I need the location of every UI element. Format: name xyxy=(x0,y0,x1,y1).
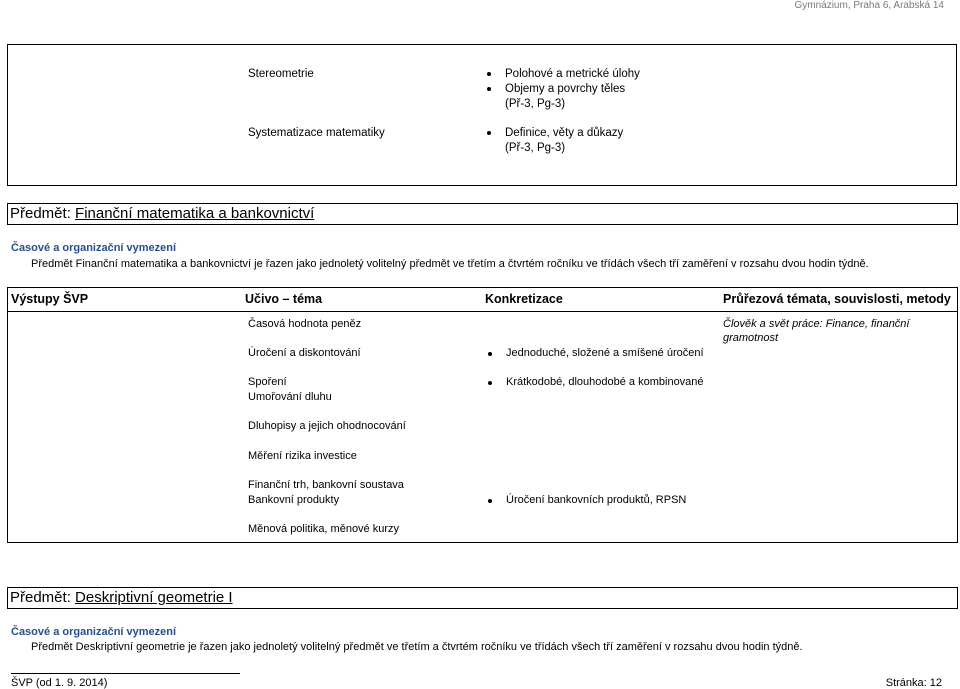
section-text: Předmět Deskriptivní geometrie je řazen jako jednoletý volitelný předmět ve třetím a čtvrtém ročníku ve třídách všech tří zaměření v rozsahu dvou hodin týdně. xyxy=(31,641,803,653)
list-item: Objemy a povrchy těles xyxy=(505,83,626,95)
subject-title xyxy=(10,205,314,222)
ucivo-item: Měření rizika investice xyxy=(248,450,357,462)
subject-prefix: Předmět: xyxy=(10,589,76,606)
pruzezova-text-line1: Člověk a svět práce: Finance, finanční xyxy=(723,318,910,330)
ucivo-item: Spoření xyxy=(248,376,287,388)
ucivo-item: Finanční trh, bankovní soustava xyxy=(248,479,404,491)
pruzezova-text-line2: gramotnost xyxy=(723,332,779,344)
bullet-icon xyxy=(488,499,492,503)
list-item: Polohové a metrické úlohy xyxy=(505,68,640,80)
page-header-school: Gymnázium, Praha 6, Arabská 14 xyxy=(794,0,944,11)
footer-page-number: Stránka: 12 xyxy=(885,677,942,689)
ucivo-item: Měnová politika, měnové kurzy xyxy=(248,523,400,535)
column-header-ucivo: Učivo – téma xyxy=(245,292,323,306)
ucivo-item: Úročení a diskontování xyxy=(248,347,361,359)
list-item: Definice, věty a důkazy xyxy=(505,127,624,139)
konkretizace-item: Krátkodobé, dlouhodobé a kombinované xyxy=(506,376,704,388)
konkretizace-item: Jednoduché, složené a smíšené úročení xyxy=(506,347,704,359)
subject-title xyxy=(10,589,233,606)
bullet-icon xyxy=(488,381,492,385)
bullet-icon xyxy=(487,87,491,91)
bullet-icon xyxy=(488,352,492,356)
subject-prefix: Předmět: xyxy=(10,205,76,222)
topic-systematizace: Systematizace matematiky xyxy=(248,127,385,139)
ucivo-item: Časová hodnota peněz xyxy=(248,318,362,330)
ucivo-item: Bankovní produkty xyxy=(248,494,340,506)
section-text: Předmět Finanční matematika a bankovnictví je řazen jako jednoletý volitelný předmět ve třetím a čtvrtém ročníku ve třídách všech tří zaměření v rozsahu dvou hodin týdně. xyxy=(31,258,869,270)
topic-stereometrie: Stereometrie xyxy=(248,68,314,80)
column-header-pruzezova: Průřezová témata, souvislosti, metody xyxy=(723,292,951,306)
ucivo-item: Dluhopisy a jejich ohodnocování xyxy=(248,420,406,432)
list-item-note: (Př-3, Pg-3) xyxy=(505,98,566,110)
table-header-divider xyxy=(7,311,958,312)
footer-divider xyxy=(11,673,240,674)
subject-name: Finanční matematika a bankovnictví xyxy=(75,205,315,222)
section-heading: Časové a organizační vymezení xyxy=(11,242,177,254)
column-header-konkretizace: Konkretizace xyxy=(485,292,563,306)
section-heading: Časové a organizační vymezení xyxy=(11,626,177,638)
bullet-icon xyxy=(487,72,491,76)
subject-name: Deskriptivní geometrie I xyxy=(75,589,233,606)
list-item-note: (Př-3, Pg-3) xyxy=(505,142,566,154)
konkretizace-item: Úročení bankovních produktů, RPSN xyxy=(506,494,687,506)
curriculum-table-continued xyxy=(7,44,957,186)
footer-version: ŠVP (od 1. 9. 2014) xyxy=(11,677,108,689)
column-header-vystupy: Výstupy ŠVP xyxy=(11,292,89,306)
bullet-icon xyxy=(487,131,491,135)
ucivo-item: Umořování dluhu xyxy=(248,391,332,403)
